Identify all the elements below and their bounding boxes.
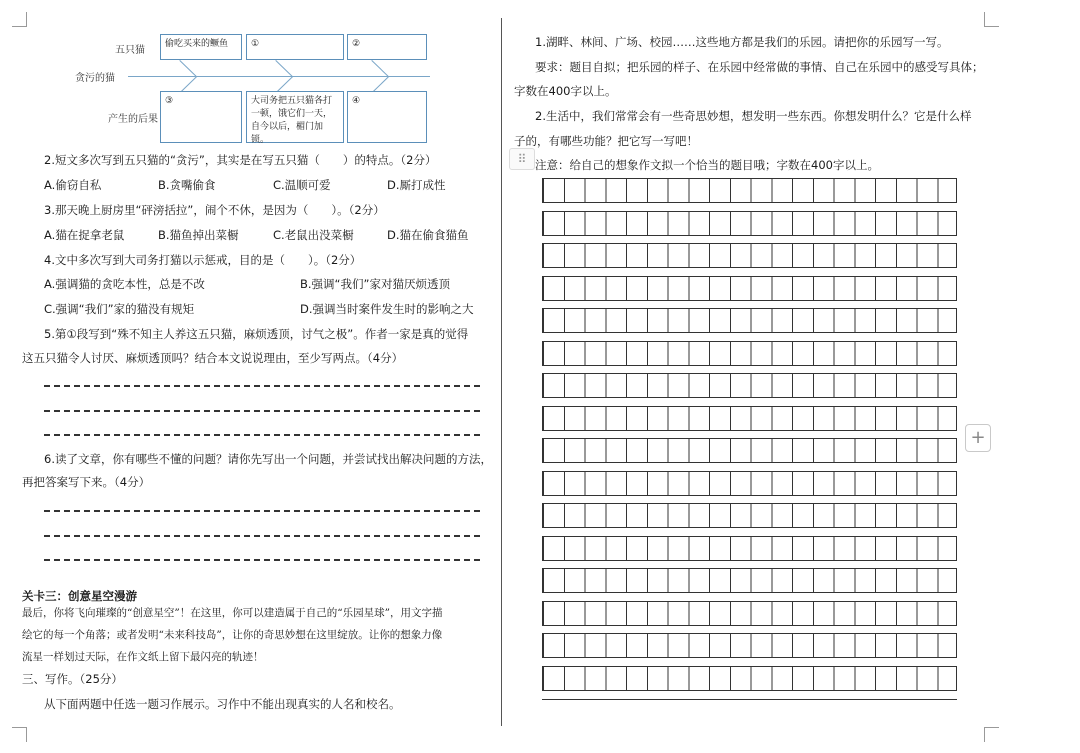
grid-row[interactable]	[542, 341, 957, 366]
answer-line[interactable]	[44, 510, 480, 512]
level3-paragraph: 绘它的每一个角落；或者发明“未来科技岛”，让你的奇思妙想在这里绽放。让你的想象力像	[22, 629, 443, 641]
topic-1-requirement: 要求：题目自拟；把乐园的样子、在乐园中经常做的事情、自己在乐园中的感受写具体；	[535, 60, 984, 74]
grid-row[interactable]	[542, 503, 957, 528]
fishbone-row3-box1: ③	[160, 91, 242, 143]
question-2: 2.短文多次写到五只猫的“贪污”，其实是在写五只猫（ ）的特点。（2分）	[44, 153, 437, 167]
topic-2-cont: 子的，有哪些功能？把它写一写吧！	[514, 134, 698, 148]
fishbone-rib	[371, 60, 388, 77]
question-3-option: D.猫在偷食猫鱼	[387, 228, 469, 242]
question-4-option: A.强调猫的贪吃本性，总是不改	[44, 277, 205, 291]
grid-row[interactable]	[542, 471, 957, 496]
fishbone-row1-box2: ①	[246, 34, 344, 60]
grid-row[interactable]	[542, 373, 957, 398]
fishbone-row3-box2: 大司务把五只猫各打 一顿，饿它们一天， 自今以后，楣门加锁。	[246, 91, 344, 143]
grid-row[interactable]	[542, 601, 957, 626]
question-4-option: B.强调“我们”家对猫厌烦透顶	[300, 277, 450, 291]
grid-bottom-line	[542, 699, 957, 700]
question-3-option: A.猫在捉拿老鼠	[44, 228, 125, 242]
answer-line[interactable]	[44, 434, 480, 436]
grid-row[interactable]	[542, 276, 957, 301]
grid-row[interactable]	[542, 308, 957, 333]
writing-note: 注意：给自己的想象作文拟一个恰当的题目哦；字数在400字以上。	[535, 158, 879, 172]
answer-line[interactable]	[44, 559, 480, 561]
add-block-button[interactable]: +	[965, 424, 991, 452]
question-5-line2: 这五只猫令人讨厌、麻烦透顶吗？结合本文说说理由，至少写两点。（4分）	[22, 351, 404, 365]
grid-row[interactable]	[542, 243, 957, 268]
grid-row[interactable]	[542, 406, 957, 431]
question-4: 4.文中多次写到大司务打猫以示惩戒，目的是（ ）。（2分）	[44, 253, 362, 267]
grid-row[interactable]	[542, 178, 957, 203]
fishbone-rib	[275, 60, 292, 77]
question-2-option: A.偷窃自私	[44, 178, 102, 192]
question-3-option: C.老鼠出没菜橱	[273, 228, 354, 242]
question-4-option: C.强调“我们”家的猫没有规矩	[44, 302, 195, 316]
fishbone-row1-label: 五只猫	[115, 45, 145, 56]
question-3-option: B.猫鱼掉出菜橱	[158, 228, 239, 242]
drag-handle-icon[interactable]: ⠿	[509, 148, 535, 170]
question-5-line1: 5.第①段写到“殊不知主人养这五只猫，麻烦透顶，讨气之极”。作者一家是真的觉得	[44, 327, 469, 341]
question-6-line2: 再把答案写下来。（4分）	[22, 475, 151, 489]
topic-1-requirement-cont: 字数在400字以上。	[514, 84, 617, 98]
grid-row[interactable]	[542, 666, 957, 691]
answer-line[interactable]	[44, 410, 480, 412]
fishbone-spine-label: 贪污的猫	[75, 73, 115, 84]
level3-title: 关卡三：创意星空漫游	[22, 589, 137, 603]
question-2-option: D.厮打成性	[387, 178, 446, 192]
fishbone-row3-label: 产生的后果	[108, 114, 158, 125]
grid-row[interactable]	[542, 568, 957, 593]
corner-mark-bottom-right	[984, 727, 999, 742]
level3-paragraph: 最后，你将飞向璀璨的“创意星空”！在这里，你可以建造属于自己的“乐园星球”，用文字描	[22, 607, 443, 619]
writing-instruction: 从下面两题中任选一题习作展示。习作中不能出现真实的人名和校名。	[44, 697, 401, 711]
question-2-option: B.贪嘴偷食	[158, 178, 216, 192]
fishbone-row1-box1: 偷吃买来的鳜鱼	[160, 34, 242, 60]
answer-line[interactable]	[44, 385, 480, 387]
fishbone-spine	[128, 76, 430, 77]
question-2-option: C.温顺可爱	[273, 178, 331, 192]
grid-row[interactable]	[542, 536, 957, 561]
writing-heading: 三、写作。（25分）	[22, 672, 123, 686]
level3-paragraph: 流星一样划过天际，在作文纸上留下最闪亮的轨迹！	[22, 651, 264, 663]
corner-mark-bottom-left	[12, 727, 27, 742]
grid-row[interactable]	[542, 438, 957, 463]
corner-mark-top-right	[984, 12, 999, 27]
question-3: 3.那天晚上厨房里“砰滂括拉”，闹个不休，是因为（ ）。（2分）	[44, 203, 385, 217]
grid-row[interactable]	[542, 211, 957, 236]
topic-1: 1.湖畔、林间、广场、校园……这些地方都是我们的乐园。请把你的乐园写一写。	[535, 35, 949, 49]
fishbone-rib	[179, 60, 196, 77]
fishbone-row1-box3: ②	[347, 34, 427, 60]
answer-line[interactable]	[44, 535, 480, 537]
grid-row[interactable]	[542, 633, 957, 658]
question-6-line1: 6.读了文章，你有哪些不懂的问题？请你先写出一个问题，并尝试找出解决问题的方法，	[44, 452, 492, 466]
page-divider	[501, 18, 502, 726]
fishbone-row3-box3: ④	[347, 91, 427, 143]
corner-mark-top-left	[12, 12, 27, 27]
topic-2: 2.生活中，我们常常会有一些奇思妙想，想发明一些东西。你想发明什么？它是什么样	[535, 109, 972, 123]
question-4-option: D.强调当时案件发生时的影响之大	[300, 302, 474, 316]
